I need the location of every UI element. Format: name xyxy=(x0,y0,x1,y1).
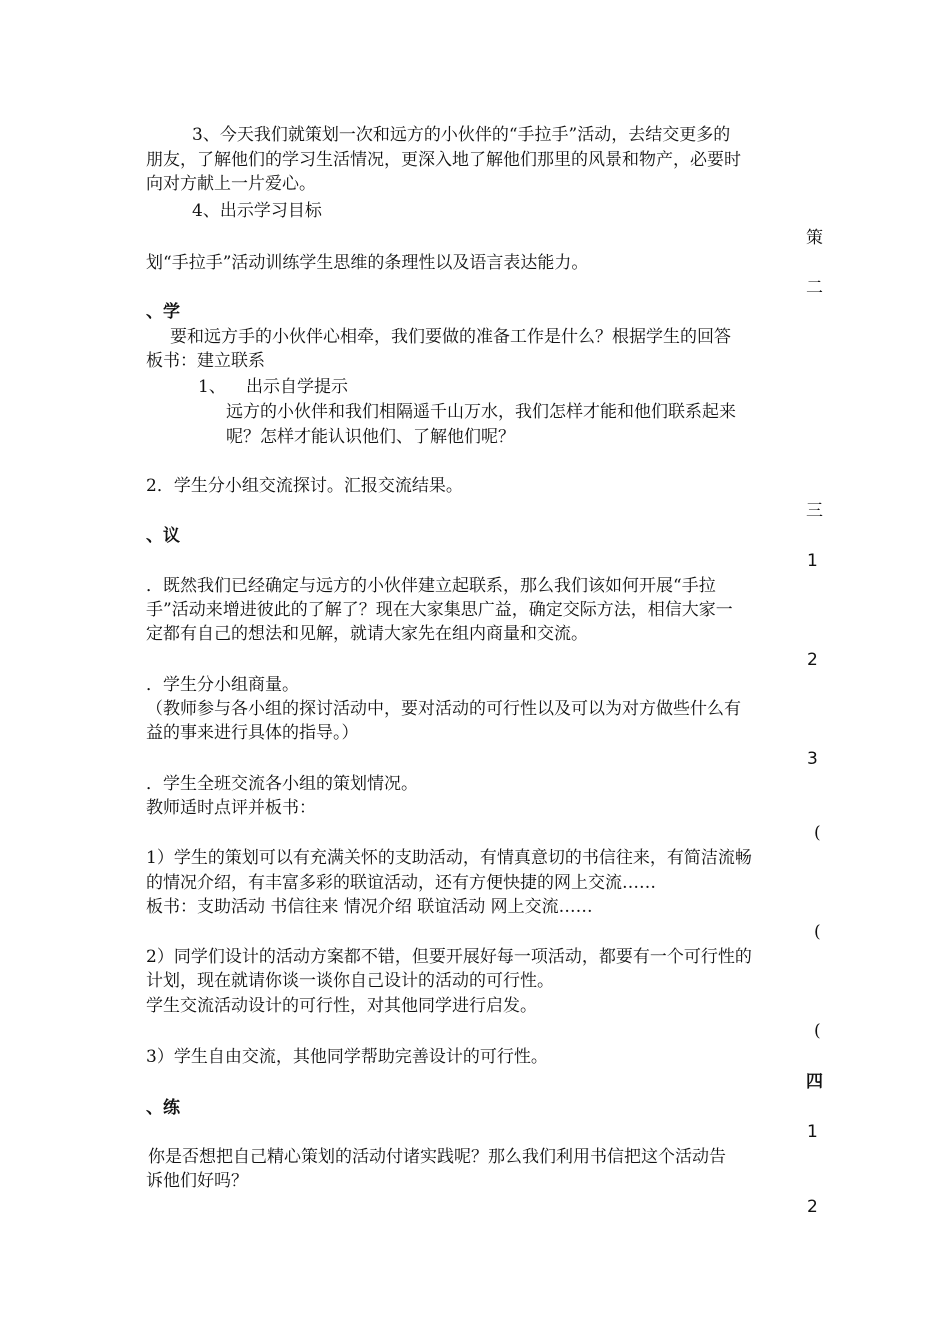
para-line: 益的事来进行具体的指导。） xyxy=(146,723,359,743)
para-line: 学生交流活动设计的可行性，对其他同学进行启发。 xyxy=(146,996,537,1016)
para-line: 2）同学们设计的活动方案都不错，但要开展好每一项活动，都要有一个可行性的 xyxy=(146,947,752,967)
margin-paren: ( xyxy=(814,1021,821,1041)
margin-number: 1 xyxy=(807,1122,818,1142)
para-line: 板书：支助活动 书信往来 情况介绍 联谊活动 网上交流…… xyxy=(146,897,593,917)
margin-number: 3 xyxy=(807,749,818,769)
para-line: 远方的小伙伴和我们相隔遥千山万水，我们怎样才能和他们联系起来 xyxy=(226,402,736,422)
para-line: ．学生全班交流各小组的策划情况。 xyxy=(146,774,418,794)
section-heading: 、学 xyxy=(146,302,180,322)
para-line: 划“手拉手”活动训练学生思维的条理性以及语言表达能力。 xyxy=(146,253,589,273)
margin-char: 三 xyxy=(806,501,823,521)
para-line: 计划，现在就请你谈一谈你自己设计的活动的可行性。 xyxy=(146,971,554,991)
margin-number: 2 xyxy=(807,650,818,670)
list-number: 1、 xyxy=(198,377,226,397)
para-line: 手”活动来增进彼此的了解了？现在大家集思广益，确定交际方法，相信大家一 xyxy=(146,600,733,620)
margin-paren: ( xyxy=(814,823,821,843)
para-line: 4、出示学习目标 xyxy=(192,201,322,221)
margin-char: 策 xyxy=(806,228,823,248)
para-line: 3）学生自由交流，其他同学帮助完善设计的可行性。 xyxy=(146,1047,548,1067)
section-heading: 、议 xyxy=(146,526,180,546)
section-heading: 、练 xyxy=(146,1098,180,1118)
para-line: 你是否想把自己精心策划的活动付诸实践呢？那么我们利用书信把这个活动告 xyxy=(148,1147,726,1167)
margin-number: 2 xyxy=(807,1197,818,1217)
para-line: 板书：建立联系 xyxy=(146,351,265,371)
margin-char: 二 xyxy=(806,278,823,298)
para-line: 呢？怎样才能认识他们、了解他们呢？ xyxy=(226,427,515,447)
para-line: 定都有自己的想法和见解，就请大家先在组内商量和交流。 xyxy=(146,624,588,644)
para-line: 出示自学提示 xyxy=(246,377,348,397)
para-line: 2．学生分小组交流探讨。汇报交流结果。 xyxy=(146,476,463,496)
margin-char: 四 xyxy=(806,1072,823,1092)
para-line: 的情况介绍，有丰富多彩的联谊活动，还有方便快捷的网上交流…… xyxy=(146,873,656,893)
para-line: 诉他们好吗？ xyxy=(146,1171,248,1191)
margin-number: 1 xyxy=(807,551,818,571)
para-line: 朋友，了解他们的学习生活情况，更深入地了解他们那里的风景和物产，必要时 xyxy=(146,150,741,170)
margin-paren: ( xyxy=(814,922,821,942)
para-line: 教师适时点评并板书： xyxy=(146,798,316,818)
para-line: ．既然我们已经确定与远方的小伙伴建立起联系，那么我们该如何开展“手拉 xyxy=(146,576,716,596)
para-line: 3、今天我们就策划一次和远方的小伙伴的“手拉手”活动，去结交更多的 xyxy=(192,125,731,145)
para-line: 要和远方手的小伙伴心相牵，我们要做的准备工作是什么？根据学生的回答 xyxy=(170,327,731,347)
para-line: 1）学生的策划可以有充满关怀的支助活动，有情真意切的书信往来，有简洁流畅 xyxy=(146,848,752,868)
para-line: ．学生分小组商量。 xyxy=(146,675,299,695)
para-line: （教师参与各小组的探讨活动中，要对活动的可行性以及可以为对方做些什么有 xyxy=(146,699,741,719)
para-line: 向对方献上一片爱心。 xyxy=(146,174,316,194)
